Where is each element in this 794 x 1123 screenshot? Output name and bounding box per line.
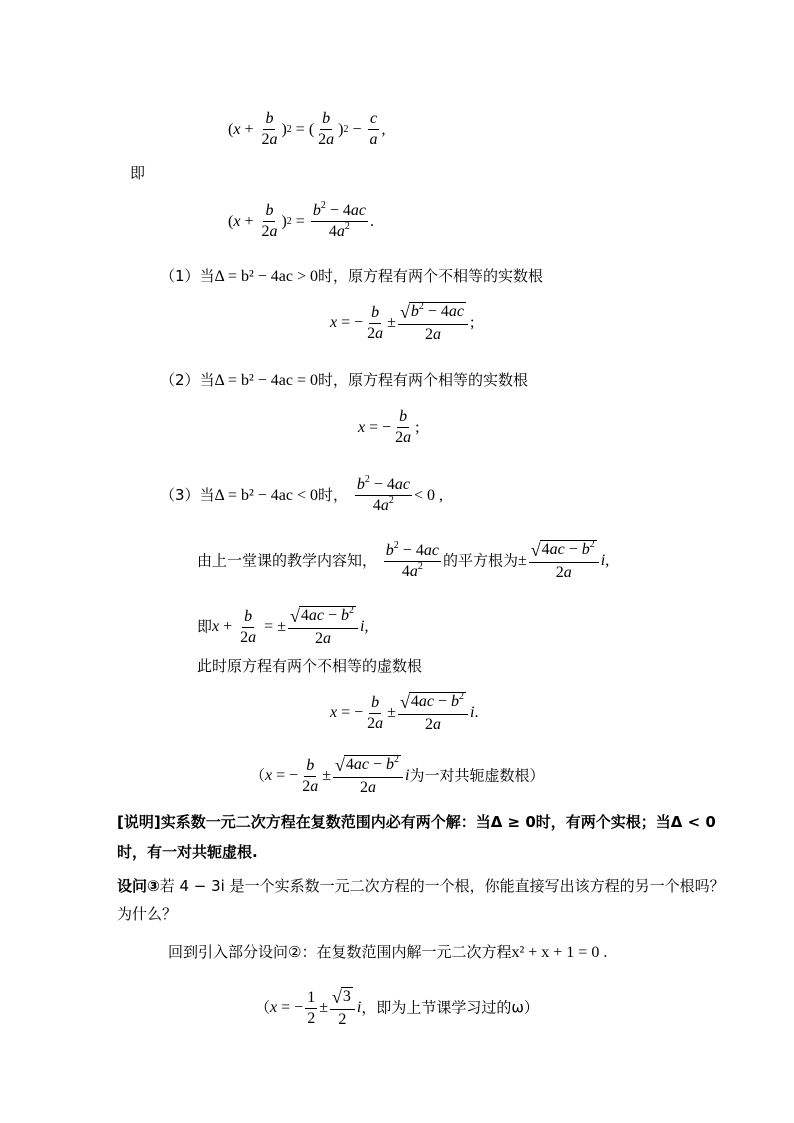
- omega-note-line: （ x = − $\frac{1}{2}$ ± √ 3 2 i ，即为上节课学习过的ω）: [255, 987, 539, 1028]
- case-3-roots: x = − $\frac{b}{2a}$ ± √ $4ac - b^2$ 2a i .: [330, 691, 479, 733]
- question-3-line-2: 为什么？: [117, 905, 178, 923]
- case-3-label: （3）当: [160, 486, 215, 504]
- prev-lesson-line: 由上一堂课的教学内容知， $\frac{b^2 - 4ac}{4a^2}$ 的平方根为± √ $4ac - b^2$ 2a i ,: [197, 539, 610, 581]
- case-2-label: （2）当: [160, 371, 215, 389]
- ji-2-label: 即: [197, 617, 213, 636]
- case-1-text: 时，原方程有两个不相等的实数根: [318, 267, 544, 285]
- case-1-roots: x = − $\frac{b}{2a}$ ± √ $b^2 - 4ac$ 2a ;: [330, 301, 475, 343]
- conj-paren-open: （: [250, 766, 266, 785]
- case-1-condition: Δ = b² − 4ac > 0: [214, 268, 319, 285]
- conjugate-note-line: （ x = − $\frac{b}{2a}$ ± √ $4ac - b^2$ 2a i 为一对共轭虚数根）: [250, 754, 545, 796]
- question-3-label: 设问③: [117, 877, 160, 895]
- case-2-condition: Δ = b² − 4ac = 0: [214, 372, 319, 389]
- back-to-intro-line: [168, 942, 607, 963]
- case-3-line: （3）当Δ = b² − 4ac < 0时， $\frac{b^2 - 4ac}{4a^2}$ < 0 ,: [160, 474, 443, 514]
- omega-paren-open: （: [255, 998, 271, 1017]
- back-to-intro-equation: x² + x + 1 = 0 .: [511, 944, 608, 961]
- case-3-text: 时，: [318, 486, 349, 504]
- case-2-line: [160, 370, 528, 391]
- question-3-line: [117, 876, 725, 896]
- omega-note-text: ，即为上节课学习过的ω）: [361, 998, 539, 1017]
- case-2-root: x = − $\frac{b}{2a}$ ;: [358, 408, 420, 446]
- case-1-label: （1）当: [160, 267, 215, 285]
- equation-completing-square: ( x + $\frac{b}{2a}$ ) 2 = ( $\frac{b}{2a}$ ) 2 − $\frac{c}{a}$ ,: [228, 110, 386, 148]
- equation-discriminant-form: ( x + $\frac{b}{2a}$ ) 2 = $\frac{b^2 - 4ac}{4a^2}$ .: [228, 200, 374, 240]
- case-3-condition: Δ = b² − 4ac < 0: [214, 487, 319, 504]
- case-1-line: [160, 266, 543, 287]
- question-3-text: 若 4 − 3i 是一个实系数一元二次方程的一个根，你能直接写出该方程的另一个根吗？: [159, 877, 725, 895]
- prev-lesson-text: 由上一堂课的教学内容知，: [197, 551, 378, 570]
- note-line-1: [说明]实系数一元二次方程在复数范围内必有两个解：当Δ ≥ 0时，有两个实根；当Δ < 0: [117, 813, 716, 831]
- back-to-intro-text: 回到引入部分设问②：在复数范围内解一元二次方程: [168, 943, 512, 961]
- ji-label: 即: [130, 164, 146, 182]
- conj-note-text: 为一对共轭虚数根）: [409, 766, 545, 785]
- ji-imaginary-line: 即 x + $\frac{b}{2a}$ = ± √ $4ac - b^2$ 2a i ,: [197, 605, 369, 647]
- note-line-2: 时，有一对共轭虚根.: [117, 843, 258, 861]
- case-2-text: 时，原方程有两个相等的实数根: [318, 371, 529, 389]
- sqrt-is-text: 的平方根为: [442, 551, 518, 570]
- imaginary-roots-text: 此时原方程有两个不相等的虚数根: [197, 657, 423, 675]
